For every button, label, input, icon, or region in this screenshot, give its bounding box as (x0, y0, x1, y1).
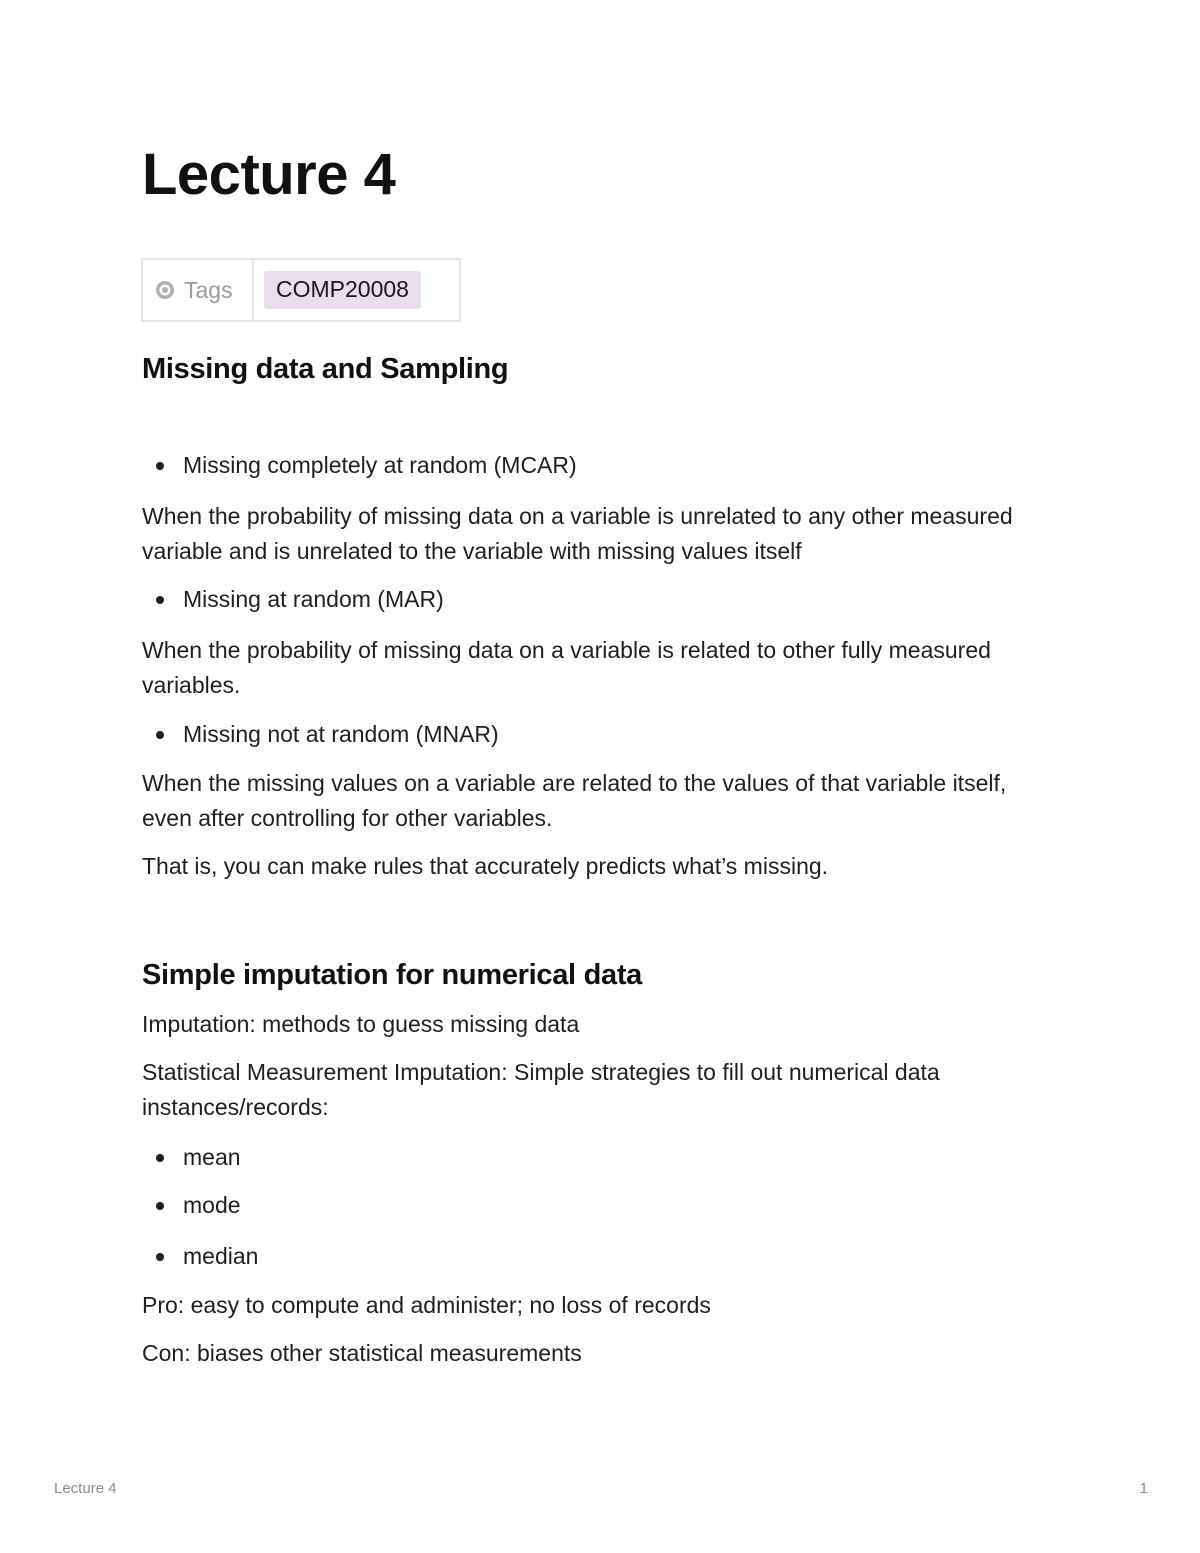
bullet-icon (156, 462, 164, 470)
property-key-tags (143, 260, 254, 320)
list-item-text: mode (183, 1192, 241, 1218)
paragraph-pro: Pro: easy to compute and administer; no loss of records (142, 1292, 711, 1318)
section-heading-missing-data: Missing data and Sampling (142, 353, 509, 385)
footer-page-number: 1 (1139, 1480, 1148, 1497)
list-item-text: median (183, 1243, 259, 1269)
paragraph: Imputation: methods to guess missing data (142, 1011, 580, 1037)
page-title: Lecture 4 (142, 142, 396, 207)
tags-label: Tags (184, 276, 233, 303)
list-item (142, 1188, 241, 1223)
paragraph: That is, you can make rules that accurately predicts what’s missing. (142, 853, 829, 879)
list-item (142, 1140, 241, 1175)
footer-document-name: Lecture 4 (54, 1480, 117, 1497)
section-heading-simple-imputation: Simple imputation for numerical data (142, 959, 642, 991)
bullet-icon (156, 1154, 164, 1162)
paragraph: When the probability of missing data on a variable is unrelated to any other measured variable and is unrelated to the variable with missing values itself (142, 503, 1013, 564)
paragraph-con: Con: biases other statistical measurements (142, 1340, 582, 1366)
list-item (142, 1239, 258, 1274)
list-item-text: Missing at random (MAR) (183, 586, 444, 612)
list-item-text: mean (183, 1144, 241, 1170)
list-item (142, 448, 577, 483)
bullet-icon (156, 596, 164, 604)
property-value-tags[interactable] (254, 260, 459, 320)
list-item-text: Missing completely at random (MCAR) (183, 452, 577, 478)
list-item-text: Missing not at random (MNAR) (183, 721, 499, 747)
paragraph: When the probability of missing data on a variable is related to other fully measured variables. (142, 637, 991, 698)
properties-table (141, 258, 461, 322)
paragraph: When the missing values on a variable are related to the values of that variable itself, even after controlling for other variables. (142, 770, 1007, 831)
paragraph: Statistical Measurement Imputation: Simple strategies to fill out numerical data instances/records: (142, 1059, 940, 1120)
bullet-icon (156, 1253, 164, 1261)
tag-property-icon (155, 280, 175, 300)
list-item (142, 582, 444, 617)
tag-chip[interactable]: COMP20008 (264, 271, 421, 309)
list-item (142, 717, 499, 752)
bullet-icon (156, 731, 164, 739)
bullet-icon (156, 1202, 164, 1210)
